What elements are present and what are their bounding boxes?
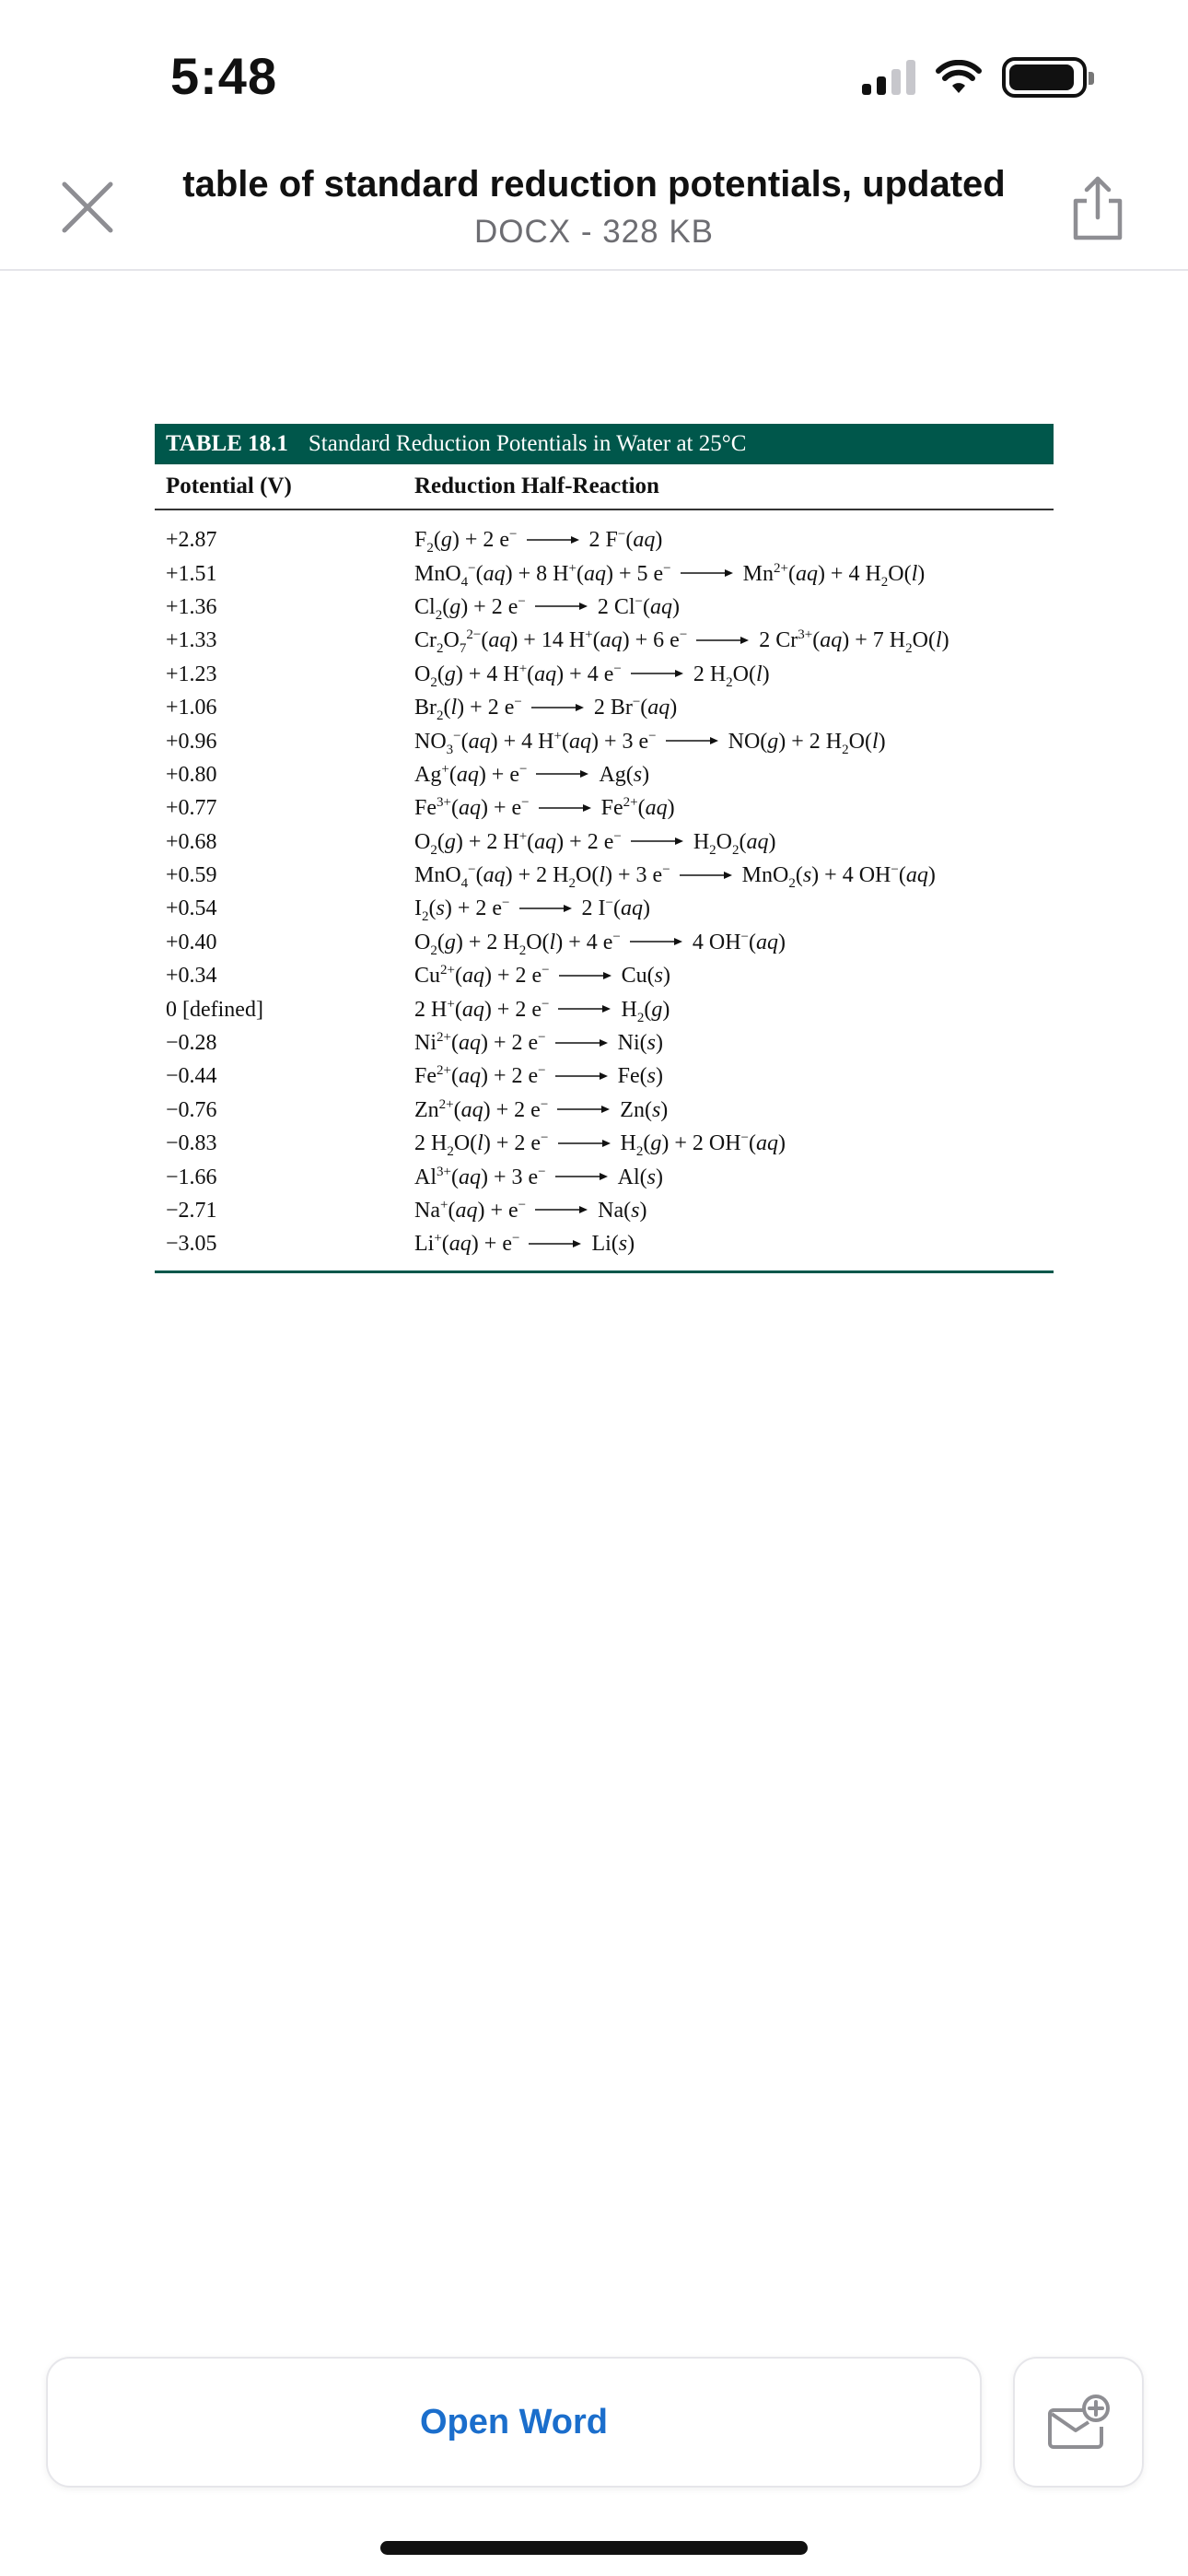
table-row <box>155 1127 1054 1160</box>
share-icon[interactable] <box>1068 175 1127 241</box>
open-word-button[interactable]: Open Word <box>46 2357 982 2488</box>
reaction-arrow-icon <box>527 535 580 544</box>
status-time: 5:48 <box>170 47 278 105</box>
half-reaction <box>414 797 1054 819</box>
table-row <box>155 825 1054 859</box>
products: NO(g) + 2 $H_2O(l)$ <box>728 729 886 757</box>
potential-value: −0.44 <box>166 1064 217 1089</box>
potential-value: −0.76 <box>166 1097 217 1122</box>
wifi-icon <box>936 60 982 95</box>
reaction-arrow-icon <box>631 837 684 846</box>
potential-value: −3.05 <box>166 1232 217 1257</box>
potential-value: +1.23 <box>166 662 217 686</box>
reactants: $I_2(s) + 2$ e− <box>414 896 510 925</box>
reactants: MnO$_4$−(aq) + 8 H+(aq) + 5 e− <box>414 560 671 590</box>
table-row <box>155 1227 1054 1260</box>
half-reaction <box>414 1130 1054 1160</box>
reaction-arrow-icon <box>631 669 684 678</box>
document-preview <box>155 424 1054 1273</box>
half-reaction <box>414 929 1054 958</box>
table-row <box>155 556 1054 590</box>
half-reaction <box>414 996 1054 1025</box>
reaction-arrow-icon <box>519 904 573 913</box>
reaction-arrow-icon <box>666 736 719 745</box>
status-icons <box>862 57 1087 98</box>
mail-add-icon <box>1046 2394 1111 2451</box>
half-reaction <box>414 1200 1054 1222</box>
products: Na(s) <box>598 1199 647 1223</box>
reactants: $O_2(g) + 4$ H+(aq) + 4 e− <box>414 661 622 690</box>
potential-value: +1.33 <box>166 628 217 653</box>
reaction-arrow-icon <box>536 769 589 779</box>
half-reaction <box>414 828 1054 858</box>
table-row <box>155 959 1054 992</box>
reaction-arrow-icon <box>557 1105 611 1114</box>
reactants: $Zn^{2+}(aq) + 2$ e− <box>414 1096 549 1122</box>
reactants: 2 H+(aq) + 2 e− <box>414 996 550 1022</box>
reactants: $Cr_2O_7^{2-}(aq) + 14$ H+(aq) + 6 e− <box>414 627 688 657</box>
table-body <box>155 510 1054 1273</box>
potential-value: −1.66 <box>166 1165 217 1189</box>
half-reaction <box>414 761 1054 787</box>
reactants: Li+(aq) + e− <box>414 1231 520 1257</box>
half-reaction <box>414 862 1054 891</box>
table-row <box>155 1026 1054 1060</box>
reactants: $Fe^{2+}(aq) + 2$ e− <box>414 1063 546 1089</box>
potential-value: +0.96 <box>166 729 217 754</box>
document-title: table of standard reduction potentials, updated <box>182 164 1006 205</box>
products: Al(s) <box>617 1165 663 1189</box>
reactants: Ag+(aq) + e− <box>414 761 528 787</box>
potential-value: 0 [defined] <box>166 997 263 1022</box>
potential-value: −0.83 <box>166 1131 217 1156</box>
reactants: $Cl_2(g) + 2$ e− <box>414 593 526 623</box>
products: 2 F−(aq) <box>588 527 663 553</box>
reactants: Na+(aq) + e− <box>414 1198 527 1223</box>
half-reaction <box>414 560 1054 590</box>
reactants: $Cu^{2+}(aq) + 2$ e− <box>414 963 550 989</box>
reactants: 2 $H_2O(l) + 2$ e− <box>414 1130 549 1160</box>
reaction-arrow-icon <box>555 1038 609 1048</box>
potential-value: +1.51 <box>166 561 217 586</box>
cellular-signal-icon <box>862 60 915 95</box>
reactants: MnO$_4$−(aq) + 2 $H_2O(l) + 3$ e− <box>414 862 670 891</box>
reaction-arrow-icon <box>539 803 592 813</box>
table-row <box>155 992 1054 1025</box>
reactants: $F_2(g) + 2$ e− <box>414 527 518 556</box>
column-header-potential: Potential (V) <box>166 474 292 498</box>
reaction-arrow-icon <box>555 1172 609 1181</box>
reaction-arrow-icon <box>558 1004 611 1013</box>
products: $Fe^{2+}(aq)$ <box>600 795 675 821</box>
table-row <box>155 1194 1054 1227</box>
products: $H_2O_2(aq)$ <box>693 829 776 858</box>
products: Cu(s) <box>621 964 670 989</box>
table-number: TABLE 18.1 <box>166 431 288 456</box>
potential-value: +1.36 <box>166 594 217 619</box>
header-divider <box>0 269 1188 271</box>
half-reaction <box>414 728 1054 757</box>
table-row <box>155 658 1054 691</box>
products: MnO$_2$(s) + 4 OH−(aq) <box>741 862 936 891</box>
reaction-arrow-icon <box>555 1071 609 1081</box>
half-reaction <box>414 593 1054 623</box>
battery-icon <box>1002 57 1087 98</box>
half-reaction <box>414 695 1054 723</box>
table-caption-text: Standard Reduction Potentials in Water at 25°C <box>308 431 747 456</box>
table-caption <box>155 424 1054 464</box>
reaction-arrow-icon <box>535 602 588 611</box>
table-row <box>155 859 1054 892</box>
products: Ni(s) <box>617 1031 663 1056</box>
potential-value: −0.28 <box>166 1031 217 1056</box>
products: Zn(s) <box>620 1097 669 1122</box>
half-reaction <box>414 1032 1054 1054</box>
reaction-arrow-icon <box>696 636 750 645</box>
half-reaction <box>414 1233 1054 1255</box>
reactants: $Br_2(l) + 2$ e− <box>414 695 522 723</box>
mail-add-button[interactable] <box>1013 2357 1144 2488</box>
potential-value: +0.40 <box>166 930 217 954</box>
table-row <box>155 758 1054 791</box>
reaction-arrow-icon <box>559 971 612 980</box>
table-row <box>155 926 1054 959</box>
potential-value: +0.68 <box>166 829 217 854</box>
table-row <box>155 591 1054 624</box>
products: $H_2(g)$ <box>621 997 670 1025</box>
potential-value: +0.54 <box>166 896 217 921</box>
table-row <box>155 1160 1054 1193</box>
reaction-arrow-icon <box>558 1139 611 1148</box>
products: $H_2(g) + 2$ OH−(aq) <box>620 1130 786 1160</box>
reaction-arrow-icon <box>630 937 683 946</box>
table-row <box>155 1060 1054 1093</box>
products: 2 Br−(aq) <box>593 695 678 720</box>
table-row <box>155 691 1054 724</box>
reactants: $Fe^{3+}(aq) + e^-$ <box>414 795 530 821</box>
half-reaction <box>414 1065 1054 1087</box>
products: Ag(s) <box>599 762 650 787</box>
reactants: $NO_3^-(aq) + 4$ H+(aq) + 3 e− <box>414 728 657 757</box>
document-subtitle: DOCX - 328 KB <box>473 214 715 250</box>
half-reaction <box>414 527 1054 556</box>
potential-value: +0.59 <box>166 863 217 888</box>
products: 2 Cl−(aq) <box>597 593 680 619</box>
potential-value: −2.71 <box>166 1199 217 1223</box>
products: $Mn^{2+}(aq) + 4$ $H_2O(l)$ <box>742 560 926 590</box>
column-header-reaction: Reduction Half-Reaction <box>414 474 659 498</box>
reaction-arrow-icon <box>680 871 733 880</box>
products: Li(s) <box>591 1232 635 1257</box>
home-indicator <box>380 2541 808 2555</box>
reaction-arrow-icon <box>535 1205 588 1214</box>
potential-value: +2.87 <box>166 528 217 553</box>
reaction-arrow-icon <box>529 1239 582 1248</box>
half-reaction <box>414 896 1054 925</box>
table-row <box>155 724 1054 757</box>
table-row <box>155 892 1054 925</box>
reactants: $O_2(g) + 2$ $H_2O(l) + 4$ e− <box>414 929 621 958</box>
half-reaction <box>414 661 1054 690</box>
potential-value: +1.06 <box>166 696 217 720</box>
table-row <box>155 791 1054 825</box>
potential-value: +0.80 <box>166 762 217 787</box>
potential-value: +0.34 <box>166 964 217 989</box>
reactants: $O_2(g) + 2$ H+(aq) + 2 e− <box>414 828 622 858</box>
products: Fe(s) <box>617 1064 663 1089</box>
table-header <box>155 464 1054 510</box>
half-reaction <box>414 627 1054 657</box>
table-row <box>155 1094 1054 1127</box>
products: 2 I−(aq) <box>581 896 650 921</box>
table-row <box>155 624 1054 657</box>
products: 2 $Cr^{3+}(aq) + 7$ $H_2O(l)$ <box>759 627 949 657</box>
products: 4 OH−(aq) <box>692 929 786 954</box>
reactants: $Ni^{2+}(aq) + 2$ e− <box>414 1030 546 1056</box>
half-reaction <box>414 965 1054 987</box>
reactants: $Al^{3+}(aq) + 3$ e− <box>414 1164 546 1189</box>
half-reaction <box>414 1096 1054 1122</box>
products: 2 $H_2O(l)$ <box>693 662 770 690</box>
potential-value: +0.77 <box>166 796 217 821</box>
half-reaction <box>414 1166 1054 1188</box>
reaction-arrow-icon <box>681 568 734 578</box>
reaction-arrow-icon <box>531 703 585 712</box>
table-row <box>155 523 1054 556</box>
